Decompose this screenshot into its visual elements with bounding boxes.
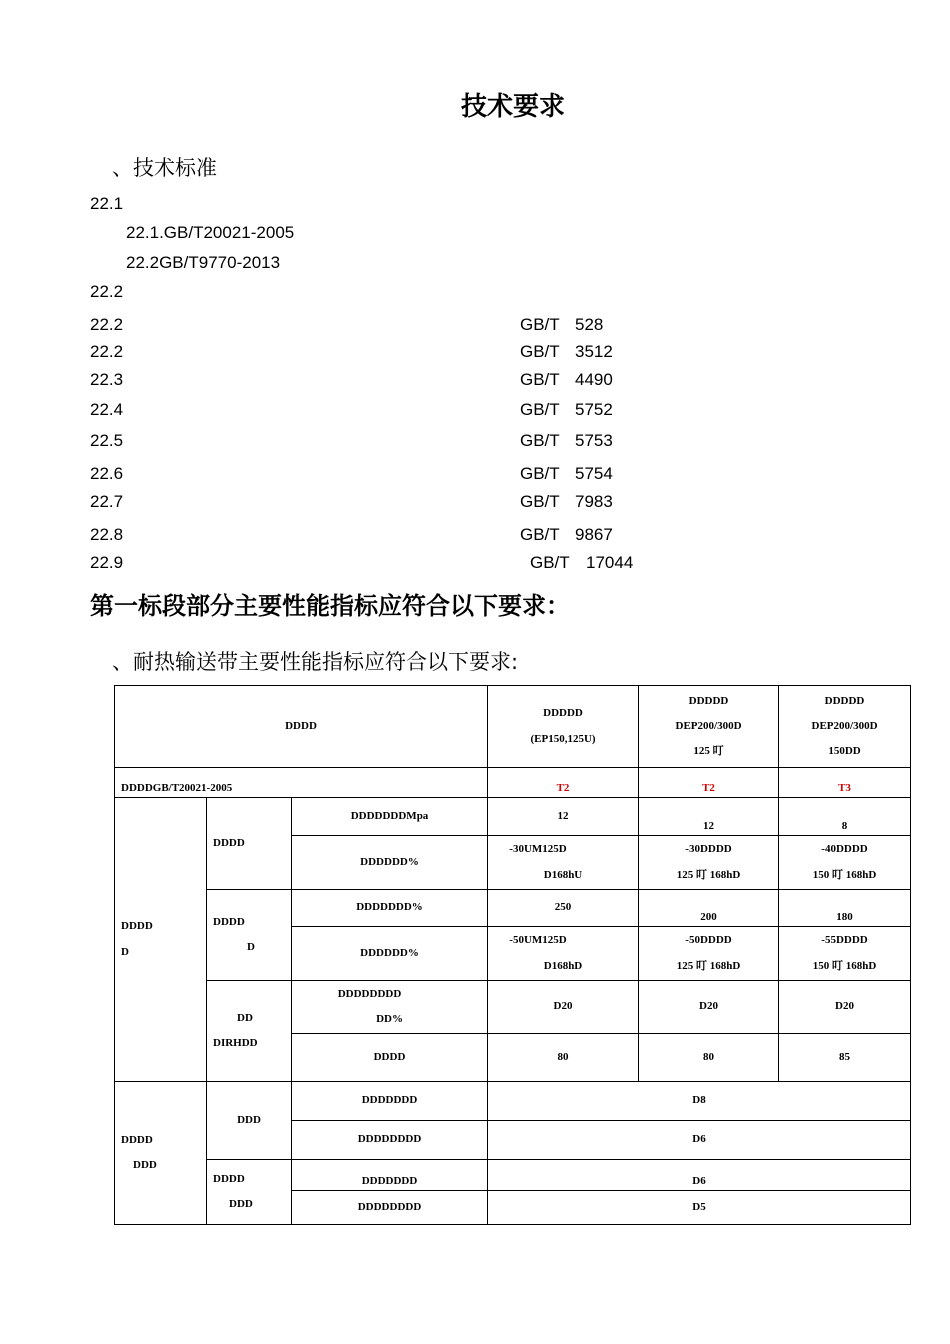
value-cell: D6 [488, 1121, 911, 1160]
standard-number: 22.3 [90, 370, 124, 389]
standard-reference: 22.2GB/T9770-2013 [126, 253, 281, 272]
standard-code: 4490 [575, 370, 613, 389]
value-cell: D20 [639, 981, 779, 1034]
value-line: -30DDDD [685, 843, 732, 856]
value-cell [488, 836, 639, 890]
standard-number: 22.2 [90, 342, 124, 361]
header-cell [779, 686, 911, 768]
group-label [115, 798, 207, 1082]
table-row [115, 1160, 911, 1191]
value-cell: 12 [639, 798, 779, 836]
grade-label: DDDDGB/T20021-2005 [115, 768, 488, 798]
subgroup-label: DDDD [207, 798, 292, 890]
param-cell: DDDDDDD [292, 1160, 488, 1191]
value-cell [639, 836, 779, 890]
standard-row [90, 525, 650, 547]
value-cell [779, 836, 911, 890]
page-title: 技术要求 [460, 92, 565, 122]
standard-number: 22.7 [90, 492, 124, 511]
standard-row [90, 370, 650, 392]
value-cell: 180 [779, 890, 911, 927]
group-label-line: DDDD [121, 1133, 153, 1146]
header-line: 150DD [828, 745, 861, 758]
item-number: 22.1 [90, 194, 124, 213]
value-cell [779, 927, 911, 981]
standard-code: 5752 [575, 400, 613, 419]
section-heading-main: 第一标段部分主要性能指标应符合以下要求： [90, 592, 570, 620]
group-label-line: DDDD [121, 920, 153, 933]
header-line: (EP150,125U) [530, 732, 596, 745]
value-cell: 12 [488, 798, 639, 836]
param-cell: DDDDDD% [292, 927, 488, 981]
value-cell: D6 [488, 1160, 911, 1191]
param-cell: DDDDDDD% [292, 890, 488, 927]
group-label [115, 1082, 207, 1225]
header-line: DDDDD [824, 694, 865, 707]
standard-code: 5753 [575, 431, 613, 450]
param-cell: DDDDDDDMpa [292, 798, 488, 836]
value-line: -55DDDD [821, 934, 868, 947]
header-cell [639, 686, 779, 768]
value-cell: 200 [639, 890, 779, 927]
grade-value: T2 [639, 768, 779, 798]
standard-number: 22.4 [90, 400, 124, 419]
standard-number: 22.5 [90, 431, 124, 450]
header-line: DEP200/300D [811, 719, 878, 732]
value-line: D168hD [543, 959, 583, 972]
standard-prefix: GB/T [520, 431, 560, 450]
param-line: DD% [376, 1013, 403, 1025]
standard-reference: 22.1.GB/T20021-2005 [126, 223, 295, 242]
param-cell: DDDDDDDD [292, 1191, 488, 1225]
subgroup-label [207, 1160, 292, 1225]
param-cell: DDDDDDDD [292, 1121, 488, 1160]
param-cell [292, 981, 488, 1034]
standard-prefix: GB/T [530, 553, 570, 572]
value-cell: D5 [488, 1191, 911, 1225]
value-cell: 250 [488, 890, 639, 927]
standard-row [90, 315, 650, 337]
standard-number: 22.9 [90, 553, 124, 572]
table-row [115, 798, 911, 836]
value-cell [639, 927, 779, 981]
value-line: 125 叮 168hD [676, 959, 741, 972]
group-label-line: DDD [133, 1159, 157, 1171]
standard-prefix: GB/T [520, 400, 560, 419]
header-line: 125 叮 [693, 745, 724, 758]
standard-prefix: GB/T [520, 464, 560, 483]
standard-code: 3512 [575, 342, 613, 361]
param-line: DDDDDDDD [337, 987, 402, 1000]
value-cell: 85 [779, 1034, 911, 1082]
subgroup-label-line: DIRHDD [213, 1037, 258, 1049]
group-label-line: D [121, 945, 129, 958]
standard-prefix: GB/T [520, 342, 560, 361]
subgroup-label [207, 890, 292, 981]
header-line: DDDDD [543, 707, 583, 720]
standard-code: 528 [575, 315, 604, 334]
standard-code: 5754 [575, 464, 613, 483]
param-cell: DDDDDDD [292, 1082, 488, 1121]
header-cell: DDDD [115, 686, 488, 768]
value-cell: 8 [779, 798, 911, 836]
subgroup-label-line: D [247, 941, 255, 953]
standard-row [90, 342, 650, 364]
standard-code: 17044 [586, 553, 634, 572]
value-cell [488, 927, 639, 981]
value-cell: 80 [488, 1034, 639, 1082]
standard-number: 22.8 [90, 525, 124, 544]
standard-row [90, 464, 650, 486]
subgroup-label-line: DDDD [213, 1172, 245, 1185]
header-line: DDDDD [688, 694, 729, 707]
subgroup-label: DDD [207, 1082, 292, 1160]
table-row [115, 890, 911, 927]
subgroup-label [207, 981, 292, 1082]
table-row [115, 981, 911, 1034]
value-cell: D8 [488, 1082, 911, 1121]
standard-code: 7983 [575, 492, 613, 511]
param-cell: DDDD [292, 1034, 488, 1082]
standard-number: 22.2 [90, 315, 124, 334]
value-cell: D20 [779, 981, 911, 1034]
item-number: 22.2 [90, 282, 124, 301]
standard-row [90, 431, 650, 453]
value-line: -50UM125D [509, 934, 567, 947]
value-cell: D20 [488, 981, 639, 1034]
standard-row [90, 400, 650, 422]
value-line: D168hU [543, 868, 583, 881]
subgroup-label-line: DDDD [213, 915, 245, 928]
value-line: -30UM125D [509, 843, 567, 856]
param-cell: DDDDDD% [292, 836, 488, 890]
standard-prefix: GB/T [520, 525, 560, 544]
standard-row [90, 492, 650, 514]
section-heading-standards: 、技术标准 [112, 156, 217, 180]
value-line: 150 叮 168hD [812, 868, 877, 881]
value-line: -50DDDD [685, 934, 732, 947]
spec-table [114, 685, 911, 1225]
subgroup-label-line: DDD [229, 1198, 253, 1210]
table-row [115, 768, 911, 798]
value-line: 125 叮 168hD [676, 868, 741, 881]
header-cell [488, 686, 639, 768]
value-cell: 80 [639, 1034, 779, 1082]
value-line: 150 叮 168hD [812, 959, 877, 972]
subgroup-label-line: DD [237, 1011, 253, 1024]
table-header-row [115, 686, 911, 768]
value-line: -40DDDD [821, 843, 868, 856]
grade-value: T3 [779, 768, 911, 798]
standard-prefix: GB/T [520, 315, 560, 334]
header-line: DEP200/300D [675, 719, 742, 732]
standard-number: 22.6 [90, 464, 124, 483]
grade-value: T2 [488, 768, 639, 798]
standard-prefix: GB/T [520, 370, 560, 389]
standard-code: 9867 [575, 525, 613, 544]
standard-prefix: GB/T [520, 492, 560, 511]
standard-row [90, 553, 650, 575]
table-row [115, 1082, 911, 1121]
section-heading-sub: 、耐热输送带主要性能指标应符合以下要求: [112, 650, 519, 674]
